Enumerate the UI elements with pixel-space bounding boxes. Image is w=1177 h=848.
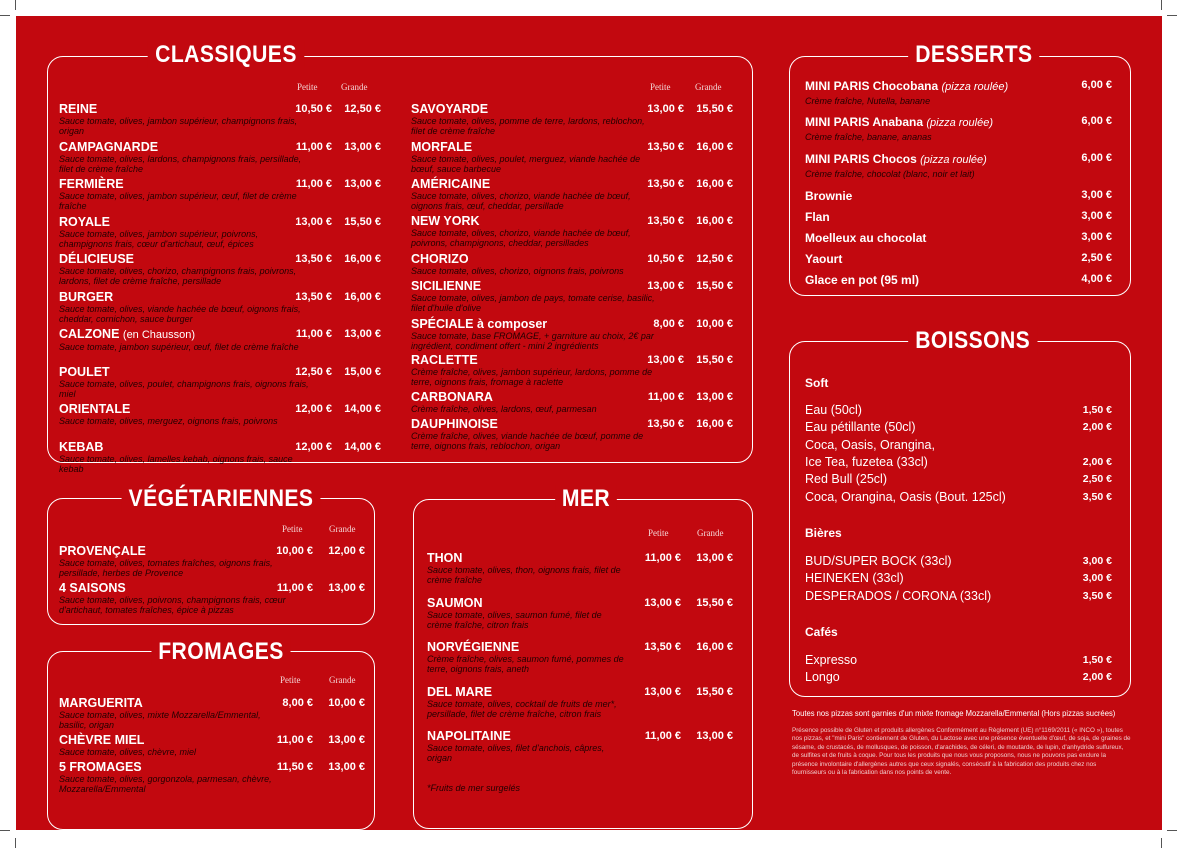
beverage-price: 2,00 €	[1082, 421, 1112, 434]
price-petite: 13,50 €	[647, 215, 684, 227]
dessert-price: 6,00 €	[1081, 152, 1112, 164]
menu-item-name	[427, 596, 733, 610]
item-name-text: FERMIÈRE	[59, 177, 124, 191]
price-grande: 13,00 €	[696, 391, 733, 403]
price-grande: 13,00 €	[328, 734, 365, 746]
beverage-name: Coca, Orangina, Oasis (Bout. 125cl)	[805, 489, 1006, 504]
dessert-description: Crème fraîche, Nutella, banane	[805, 96, 931, 106]
item-name-text: SAVOYARDE	[411, 102, 489, 116]
item-name-text: DAUPHINOISE	[411, 417, 498, 431]
menu-item	[59, 440, 381, 474]
price-grande: 15,50 €	[344, 215, 381, 228]
dessert-price: 4,00 €	[1081, 273, 1112, 285]
dessert-name-sub: (pizza roulée)	[920, 154, 987, 166]
menu-item-name	[427, 551, 733, 565]
menu-item-name	[59, 215, 381, 229]
dessert-description: Crème fraîche, chocolat (blanc, noir et lait)	[805, 169, 975, 179]
menu-item-description: Sauce tomate, olives, tomates fraîches, oignons frais, persillade, herbes de Provence	[59, 558, 273, 578]
menu-item-description: Sauce tomate, olives, poulet, champignons frais, oignons frais, miel	[59, 378, 309, 399]
price-grande: 14,00 €	[344, 440, 381, 453]
price-grande: 16,00 €	[696, 418, 733, 430]
dessert-name	[805, 115, 1112, 129]
menu-item-name	[411, 279, 733, 293]
menu-item-name	[59, 102, 381, 116]
item-name-text: PROVENÇALE	[59, 544, 146, 558]
beverage-name: Eau (50cl)	[805, 403, 862, 417]
menu-item-name	[59, 544, 365, 558]
price-grande: 13,00 €	[344, 178, 381, 190]
item-name-text: THON	[427, 551, 463, 565]
menu-item-description: Sauce tomate, olives, filet d'anchois, câpres, origan	[427, 743, 605, 763]
price-petite: 13,50 €	[647, 178, 684, 190]
crop-mark	[0, 15, 10, 16]
menu-item-description: Sauce tomate, olives, thon, oignons frais, filet de crème fraîche	[427, 565, 621, 585]
price-grande: 16,00 €	[696, 178, 733, 190]
menu-item	[59, 760, 365, 794]
menu-item	[411, 102, 733, 136]
item-name-text: ROYALE	[59, 214, 110, 229]
price-grande: 10,00 €	[696, 318, 733, 330]
menu-item-description: Sauce tomate, olives, chorizo, champignons frais, poivrons, lardons, filet de crème fraîche, persillade	[59, 266, 297, 286]
price-grande: 10,00 €	[328, 697, 365, 709]
size-label-grande: Grande	[697, 528, 724, 538]
price-petite: 13,50 €	[295, 290, 332, 303]
menu-item	[59, 402, 381, 426]
menu-item-description: Sauce tomate, olives, chorizo, viande hachée de bœuf, oignons frais, œuf, cheddar, persillade	[411, 191, 631, 211]
dessert-name-text: MINI PARIS Chocos	[805, 152, 917, 166]
item-name-text: SAUMON	[427, 595, 483, 610]
dessert-name-text: Brownie	[805, 189, 853, 203]
price-grande: 15,00 €	[344, 365, 381, 378]
dessert-name	[805, 231, 1112, 245]
fromages-title: FROMAGES	[146, 638, 296, 666]
menu-item-description: Crème fraîche, olives, saumon fumé, pommes de terre, oignons frais, aneth	[427, 654, 624, 674]
item-name-sub: (en Chausson)	[122, 329, 196, 341]
classiques-title: CLASSIQUES	[125, 41, 327, 69]
menu-item	[427, 729, 733, 763]
menu-item	[411, 390, 733, 414]
menu-item-name	[59, 365, 381, 379]
crop-mark	[1167, 830, 1177, 831]
dessert-name-sub: (pizza roulée)	[926, 117, 993, 129]
item-name-text: DÉLICIEUSE	[59, 252, 135, 266]
allergen-notice: Présence possible de Gluten et produits allergènes Conformément au Règlement (UE) n°1169/2011 (« INCO »), toutes nos pizzas, et "mini Paris" contiennent de Gluten, du Lactose avec une présence éventuelle d'œuf, de soja, de graines de sésame, de crustacés, de mollusques, de poisson, d'arachides, de céleri, de moutarde, de lupin, d'anhydride sulfureux, de sulfites et de fruits à coque. Pour tous les produits que nous vous proposons, nous ne pouvons pas exclure la présence involontaire d'allergènes autres que ceux signalés, consécutif à la fabrication des produits chez nos fournisseurs ou à la fabrication dans nos points de vente.	[792, 727, 1131, 777]
menu-item	[59, 544, 365, 578]
dessert-price: 3,00 €	[1081, 231, 1112, 243]
price-petite: 11,00 €	[276, 734, 313, 746]
menu-item	[411, 252, 733, 276]
boissons-section	[789, 341, 1131, 697]
price-petite: 11,00 €	[647, 391, 684, 403]
price-grande: 13,00 €	[696, 552, 733, 564]
item-name-text: POULET	[59, 364, 110, 379]
price-petite: 11,00 €	[295, 328, 332, 340]
beverage-price: 3,00 €	[1082, 572, 1112, 585]
price-grande: 15,50 €	[696, 354, 733, 366]
dessert-name-text: Yaourt	[805, 252, 843, 266]
item-name-text: NEW YORK	[411, 214, 480, 228]
price-grande: 16,00 €	[344, 290, 381, 303]
item-name-text: 4 SAISONS	[59, 581, 126, 595]
dessert-price: 3,00 €	[1081, 210, 1112, 222]
size-label-petite: Petite	[280, 675, 301, 685]
crop-mark	[15, 0, 16, 10]
menu-item-name	[411, 140, 733, 154]
menu-item-description: Sauce tomate, olives, lamelles kebab, oignons frais, sauce kebab	[59, 453, 293, 474]
menu-item-description: Sauce tomate, olives, poivrons, champignons frais, cœur d'artichaut, tomates fraîches, épice à pizzas	[59, 595, 286, 615]
menu-item	[59, 290, 381, 324]
price-petite: 12,00 €	[295, 440, 332, 453]
item-name-text: CALZONE	[59, 327, 120, 341]
item-name-text: REINE	[59, 102, 98, 116]
price-petite: 11,00 €	[644, 730, 681, 742]
item-name-text: MARGUERITA	[59, 696, 143, 710]
menu-item-name	[59, 327, 381, 342]
dessert-name	[805, 210, 1112, 224]
dessert-item	[805, 210, 1112, 224]
crop-mark	[0, 830, 10, 831]
menu-item-name	[427, 640, 733, 654]
menu-item-name	[411, 214, 733, 228]
price-grande: 12,50 €	[344, 103, 381, 115]
beverage-price: 3,00 €	[1082, 555, 1112, 567]
menu-item-name	[411, 177, 733, 191]
menu-item	[59, 215, 381, 249]
menu-item	[59, 733, 365, 757]
menu-item	[411, 279, 733, 313]
price-petite: 13,00 €	[647, 280, 684, 292]
beverage-price: 1,50 €	[1082, 404, 1112, 416]
dessert-name-text: Moelleux au chocolat	[805, 231, 927, 245]
size-label-petite: Petite	[650, 82, 671, 92]
menu-item-name	[411, 252, 733, 266]
beverage-price: 3,50 €	[1082, 490, 1112, 503]
menu-item-description: Sauce tomate, olives, jambon de pays, tomate cerise, basilic, filet d'huile d'olive	[411, 293, 655, 313]
dessert-price: 2,50 €	[1081, 252, 1112, 264]
beverage-name: DESPERADOS / CORONA (33cl)	[805, 588, 992, 603]
beverage-price: 2,00 €	[1082, 671, 1112, 684]
price-petite: 13,00 €	[644, 596, 681, 609]
item-name-text: DEL MARE	[427, 684, 493, 699]
menu-item-description: Sauce tomate, olives, poulet, merguez, viande hachée de bœuf, sauce barbecue	[411, 154, 641, 174]
crop-mark	[1167, 15, 1177, 16]
menu-item	[59, 327, 381, 352]
menu-item-name	[59, 252, 381, 266]
price-petite: 8,00 €	[282, 697, 313, 709]
beverage-name: Eau pétillante (50cl)	[805, 420, 916, 435]
menu-item-description: Sauce tomate, olives, chèvre, miel	[59, 747, 197, 757]
dessert-name	[805, 273, 1112, 287]
dessert-item	[805, 152, 1112, 179]
item-name-text: KEBAB	[59, 439, 104, 454]
size-label-grande: Grande	[329, 675, 356, 685]
menu-item-name	[59, 440, 381, 454]
dessert-price: 3,00 €	[1081, 189, 1112, 201]
price-grande: 13,00 €	[328, 582, 365, 594]
menu-item-description: Sauce tomate, olives, saumon fumé, filet de crème fraîche, citron frais	[427, 609, 602, 630]
item-name-text: NAPOLITAINE	[427, 729, 511, 743]
crop-mark	[15, 838, 16, 848]
size-label-grande: Grande	[329, 524, 356, 534]
menu-item	[427, 685, 733, 719]
price-petite: 11,00 €	[295, 140, 332, 153]
menu-item-name	[411, 353, 733, 367]
menu-item-name	[59, 696, 365, 710]
beverage-name: Red Bull (25cl)	[805, 472, 887, 487]
item-name-text: 5 FROMAGES	[59, 760, 142, 774]
price-petite: 13,50 €	[647, 418, 684, 430]
price-grande: 16,00 €	[696, 215, 733, 227]
dessert-name	[805, 189, 1112, 203]
item-name-text: AMÉRICAINE	[411, 177, 491, 191]
menu-item-description: Sauce tomate, olives, mixte Mozzarella/Emmental, basilic, origan	[59, 710, 261, 730]
price-grande: 13,00 €	[328, 761, 365, 773]
menu-item	[59, 696, 365, 730]
beverage-price: 1,50 €	[1082, 654, 1112, 666]
menu-item-name	[427, 729, 733, 743]
beverage-name: Longo	[805, 670, 840, 685]
price-grande: 16,00 €	[696, 641, 733, 653]
menu-item-name	[411, 390, 733, 404]
beverage-price: 2,50 €	[1082, 473, 1112, 486]
menu-item-name	[59, 402, 381, 416]
menu-item-description: Crème fraîche, olives, viande hachée de bœuf, pomme de terre, oignons frais, reblochon, origan	[411, 431, 644, 451]
item-name-text: ORIENTALE	[59, 402, 131, 416]
fish-footnote: *Fruits de mer surgelés	[427, 783, 521, 793]
menu-item-description: Sauce tomate, olives, gorgonzola, parmesan, chèvre, Mozzarella/Emmental	[59, 774, 272, 794]
menu-item	[427, 640, 733, 674]
item-name-text: CARBONARA	[411, 390, 493, 404]
beverage-name: Ice Tea, fuzetea (33cl)	[805, 454, 928, 469]
price-petite: 13,50 €	[295, 253, 332, 265]
menu-item	[59, 177, 381, 211]
menu-item-description: Sauce tomate, olives, jambon supérieur, champignons frais, origan	[59, 116, 298, 136]
menu-item-name	[411, 417, 733, 431]
menu-item	[59, 102, 381, 136]
menu-item-name	[427, 685, 733, 699]
price-grande: 13,00 €	[344, 140, 381, 153]
menu-item-description: Sauce tomate, base FROMAGE, + garniture au choix, 2€ par ingrédient, condiment offert - mini 2 ingrédients	[411, 331, 654, 351]
menu-item	[411, 140, 733, 174]
item-name-text: SICILIENNE	[411, 279, 482, 293]
dessert-price: 6,00 €	[1081, 115, 1112, 127]
price-grande: 12,50 €	[696, 253, 733, 265]
menu-item-description: Crème fraîche, olives, jambon supérieur, lardons, pomme de terre, oignons frais, fromage à raclette	[411, 367, 653, 387]
menu-item-description: Sauce tomate, olives, chorizo, viande hachée de bœuf, poivrons, champignons, cheddar, persillades	[411, 228, 631, 248]
menu-item-description: Sauce tomate, olives, jambon supérieur, poivrons, champignons frais, cœur d'artichaut, œuf, épices	[59, 228, 259, 249]
menu-item-name	[59, 177, 381, 191]
menu-item-name	[59, 581, 365, 595]
menu-item	[411, 353, 733, 387]
beverage-name: Coca, Oasis, Orangina,	[805, 437, 935, 452]
menu-item	[427, 551, 733, 585]
item-name-text: CHÈVRE MIEL	[59, 733, 145, 747]
beverage-name: BUD/SUPER BOCK (33cl)	[805, 554, 952, 568]
dessert-item	[805, 252, 1112, 266]
menu-item	[411, 417, 733, 451]
crop-mark	[1161, 0, 1162, 10]
menu-item	[59, 581, 365, 615]
item-name-text: MORFALE	[411, 140, 473, 154]
beverage-price: 3,50 €	[1082, 589, 1112, 602]
menu-item	[411, 214, 733, 248]
beverage-name: Expresso	[805, 653, 858, 667]
boissons-title: BOISSONS	[908, 327, 1028, 355]
price-grande: 15,50 €	[696, 280, 733, 292]
dessert-name-text: MINI PARIS Anabana	[805, 115, 924, 129]
dessert-name-text: Glace en pot (95 ml)	[805, 273, 920, 287]
price-grande: 12,00 €	[328, 545, 365, 557]
price-petite: 8,00 €	[653, 318, 684, 330]
size-label-petite: Petite	[648, 528, 669, 538]
cheese-note: Toutes nos pizzas sont garnies d'un mixte fromage Mozzarella/Emmental (Hors pizzas sucrées)	[792, 708, 1116, 718]
price-grande: 15,50 €	[696, 596, 733, 609]
price-petite: 10,00 €	[276, 545, 313, 557]
item-name-text: NORVÉGIENNE	[427, 640, 520, 654]
menu-item-description: Sauce tomate, jambon supérieur, œuf, filet de crème fraîche	[59, 342, 299, 352]
menu-item	[411, 177, 733, 211]
size-label-grande: Grande	[341, 82, 368, 92]
dessert-item	[805, 189, 1112, 203]
price-petite: 12,50 €	[295, 365, 332, 378]
menu-item	[427, 596, 733, 630]
soft-heading: Soft	[805, 376, 829, 390]
dessert-price: 6,00 €	[1081, 79, 1112, 91]
dessert-name-text: MINI PARIS Chocobana	[805, 79, 939, 93]
bieres-heading: Bières	[805, 526, 842, 540]
dessert-item	[805, 273, 1112, 287]
size-label-petite: Petite	[282, 524, 303, 534]
price-petite: 10,50 €	[647, 253, 684, 265]
menu-item	[59, 140, 381, 174]
price-petite: 13,00 €	[647, 103, 684, 115]
price-petite: 13,00 €	[647, 354, 684, 366]
item-name-text: CAMPAGNARDE	[59, 139, 159, 154]
item-name-text: RACLETTE	[411, 353, 478, 367]
menu-item	[59, 252, 381, 286]
menu-item	[411, 317, 733, 351]
mer-title: MER	[551, 485, 621, 513]
dessert-name	[805, 79, 1112, 93]
menu-item-description: Sauce tomate, olives, jambon supérieur, œuf, filet de crème fraîche	[59, 191, 297, 211]
price-grande: 16,00 €	[696, 141, 733, 153]
menu-item-description: Sauce tomate, olives, cocktail de fruits de mer*, persillade, filet de crème fraîche, citron frais	[427, 698, 617, 719]
desserts-title: DESSERTS	[908, 41, 1028, 69]
item-name-text: CHORIZO	[411, 252, 469, 266]
menu-item-name	[59, 760, 365, 774]
dessert-item	[805, 79, 1112, 106]
price-petite: 11,50 €	[276, 761, 313, 773]
dessert-name-text: Flan	[805, 210, 830, 224]
crop-mark	[1161, 838, 1162, 848]
price-petite: 13,00 €	[644, 685, 681, 698]
dessert-name	[805, 252, 1112, 266]
cafes-heading: Cafés	[805, 625, 838, 639]
price-petite: 13,00 €	[295, 215, 332, 228]
dessert-name-sub: (pizza roulée)	[941, 81, 1009, 93]
menu-item-name	[411, 102, 733, 116]
price-petite: 11,00 €	[644, 552, 681, 564]
menu-item-description: Sauce tomate, olives, lardons, champignons frais, persillade, filet de crème fraîche	[59, 153, 302, 174]
item-name-text: SPÉCIALE à composer	[411, 317, 548, 331]
dessert-name	[805, 152, 1112, 166]
menu-item-description: Sauce tomate, olives, pomme de terre, lardons, reblochon, filet de crème fraîche	[411, 116, 645, 136]
menu-item-name	[59, 733, 365, 747]
menu-item-description: Sauce tomate, olives, chorizo, oignons frais, poivrons	[411, 266, 624, 276]
price-petite: 11,00 €	[295, 178, 332, 190]
price-grande: 16,00 €	[344, 253, 381, 265]
size-label-grande: Grande	[695, 82, 722, 92]
price-petite: 13,50 €	[647, 141, 684, 153]
item-name-text: BURGER	[59, 289, 114, 304]
price-grande: 15,50 €	[696, 685, 733, 698]
menu-item-description: Sauce tomate, olives, viande hachée de bœuf, oignons frais, cheddar, cornichon, sauce burger	[59, 303, 301, 324]
vegetariennes-title: VÉGÉTARIENNES	[115, 485, 326, 513]
price-petite: 12,00 €	[295, 403, 332, 415]
price-grande: 13,00 €	[344, 328, 381, 340]
menu-item-name	[59, 290, 381, 304]
price-petite: 13,50 €	[644, 641, 681, 653]
price-petite: 11,00 €	[276, 582, 313, 594]
dessert-description: Crème fraîche, banane, ananas	[805, 132, 932, 142]
menu-item-name	[411, 317, 733, 331]
menu-item	[59, 365, 381, 399]
price-petite: 10,50 €	[295, 103, 332, 115]
menu-page	[16, 16, 1162, 830]
menu-item-description: Crème fraîche, olives, lardons, œuf, parmesan	[411, 404, 597, 414]
price-grande: 15,50 €	[696, 103, 733, 115]
menu-item-description: Sauce tomate, olives, merguez, oignons frais, poivrons	[59, 416, 278, 426]
menu-item-name	[59, 140, 381, 154]
price-grande: 13,00 €	[696, 730, 733, 742]
size-label-petite: Petite	[297, 82, 318, 92]
dessert-item	[805, 231, 1112, 245]
beverage-name: HEINEKEN (33cl)	[805, 571, 904, 586]
dessert-item	[805, 115, 1112, 142]
price-grande: 14,00 €	[344, 403, 381, 415]
beverage-price: 2,00 €	[1082, 455, 1112, 468]
